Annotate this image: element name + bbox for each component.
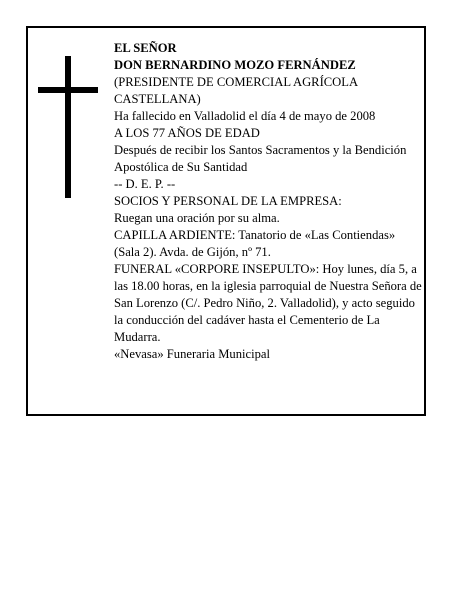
age-line: A LOS 77 AÑOS DE EDAD [114, 126, 260, 140]
name-line: DON BERNARDINO MOZO FERNÁNDEZ [114, 58, 356, 72]
funeral-home-line: «Nevasa» Funeraria Municipal [114, 347, 270, 361]
funeral-line: FUNERAL «CORPORE INSEPULTO»: Hoy lunes, día 5, a las 18.00 horas, en la iglesia parroquial de Nuestra Señora de San Lorenzo (C/. Pedro Niño, 2. Valladolid), y acto seguido la conducción del cadáver hasta el Cementerio de La Mudarra. [114, 262, 422, 344]
rip-line: -- D. E. P. -- [114, 177, 176, 191]
chapel-line: CAPILLA ARDIENTE: Tanatorio de «Las Contiendas» (Sala 2). Avda. de Gijón, nº 71. [114, 228, 396, 259]
cross-icon [38, 56, 98, 198]
sacraments-line: Después de recibir los Santos Sacramentos y la Bendición Apostólica de Su Santidad [114, 143, 407, 174]
death-line: Ha fallecido en Valladolid el día 4 de mayo de 2008 [114, 109, 376, 123]
obituary-notice [26, 26, 426, 416]
company-line: SOCIOS Y PERSONAL DE LA EMPRESA: [114, 194, 342, 208]
cross-horizontal-bar [38, 87, 98, 93]
cross-vertical-bar [65, 56, 71, 198]
prayer-line: Ruegan una oración por su alma. [114, 211, 280, 225]
notice-text [114, 40, 424, 363]
role-line: (PRESIDENTE DE COMERCIAL AGRÍCOLA CASTELLANA) [114, 75, 358, 106]
title-line: EL SEÑOR [114, 41, 177, 55]
